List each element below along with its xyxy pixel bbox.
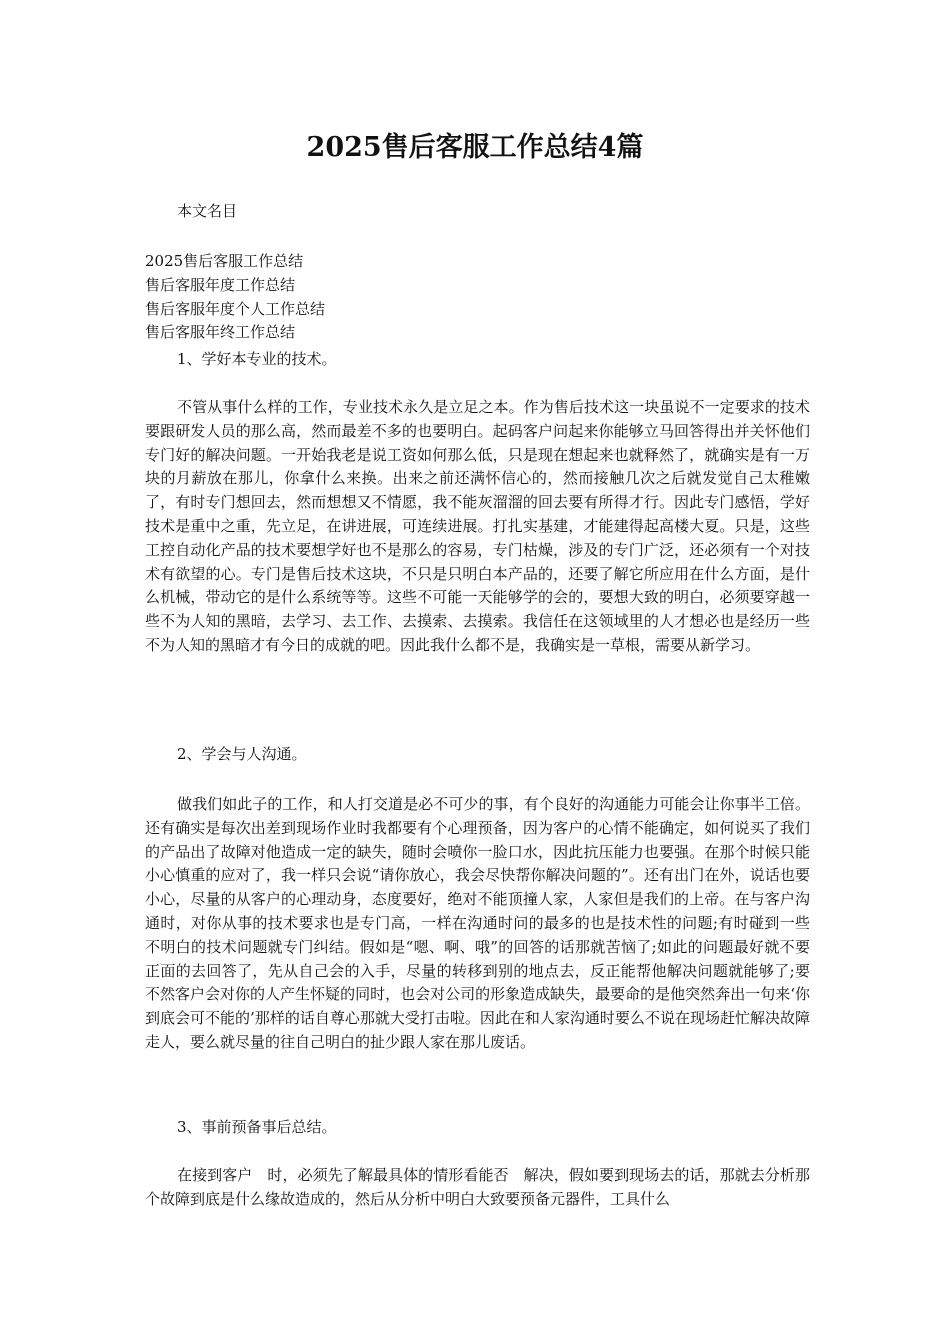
table-of-contents [145, 250, 810, 345]
document-title: 2025售后客服工作总结4篇 [306, 132, 644, 163]
toc-item: 售后客服年度工作总结 [145, 275, 296, 294]
section-heading: 1、学好本专业的技术。 [177, 350, 337, 368]
section-heading: 2、学会与人沟通。 [177, 745, 307, 763]
toc-item: 2025售后客服工作总结 [145, 252, 304, 270]
section-paragraph: 不管从事什么样的工作，专业技术永久是立足之本。作为售后技术这一块虽说不一定要求的技术要跟研发人员的那么高，然而最差不多的也要明白。起码客户问起来你能够立马回答得出并关怀他们专门好的解决问题。一开始我老是说工资如何那么低，只是现在想起来也就释然了，就确实是有一万块的月薪放在那儿，你拿什么来换。出来之前还满怀信心的，然而接触几次之后就发觉自己太稚嫩了，有时专门想回去，然而想想又不情愿，我不能灰溜溜的回去要有所得才行。因此专门感悟，学好技术是重中之重，先立足，在讲进展，可连续进展。打扎实基建，才能建得起高楼大夏。只是，这些工控自动化产品的技术要想学好也不是那么的容易，专门枯燥，涉及的专门广泛，还必须有一个对技术有欲望的心。专门是售后技术这块，不只是只明白本产品的，还要了解它所应用在什么方面，是什么机械，带动它的是什么系统等等。这些不可能一天能够学的会的，要想大致的明白，必须要穿越一些不为人知的黑暗，去学习、去工作、去摸索、去摸索。我信任在这领域里的人才想必也是经历一些不为人知的黑暗才有今日的成就的吧。因此我什么都不是，我确实是一草根，需要从新学习。 [145, 398, 810, 654]
section-paragraph: 做我们如此子的工作，和人打交道是必不可少的事，有个良好的沟通能力可能会让你事半工倍。还有确实是每次出差到现场作业时我都要有个心理预备，因为客户的心情不能确定，如何说买了我们的产品出了故障对他造成一定的缺失，随时会喷你一脸口水，因此抗压能力也要强。在那个时候只能小心慎重的应对了，我一样只会说“请你放心，我会尽快帮你解决问题的”。还有出门在外，说话也要小心，尽量的从客户的心理动身，态度要好，绝对不能顶撞人家，人家但是我们的上帝。在与客户沟通时，对你从事的技术要求也是专门高，一样在沟通时问的最多的也是技术性的问题;有时碰到一些不明白的技术问题就专门纠结。假如是“嗯、啊、哦”的回答的话那就苦恼了;如此的问题最好就不要正面的去回答了，先从自己会的入手，尽量的转移到别的地点去，反正能帮他解决问题就能够了;要不然客户会对你的人产生怀疑的同时，也会对公司的形象造成缺失，最要命的是他突然奔出一句来‘你到底会可不能的’那样的话自尊心那就大受打击啦。因此在和人家沟通时要么不说在现场赶忙解决故障走人，要么就尽量的往自己明白的扯少跟人家在那儿废话。 [145, 795, 810, 1051]
toc-item: 售后客服年终工作总结 [145, 323, 296, 342]
section-heading: 3、事前预备事后总结。 [177, 1118, 337, 1136]
toc-heading: 本文名目 [177, 202, 238, 220]
toc-item: 售后客服年度个人工作总结 [145, 299, 326, 318]
section-paragraph: 在接到客户 时，必须先了解最具体的情形看能否 解决，假如要到现场去的话，那就去分析那个故障到底是什么缘故造成的，然后从分析中明白大致要预备元器件，工具什么 [145, 1166, 810, 1208]
